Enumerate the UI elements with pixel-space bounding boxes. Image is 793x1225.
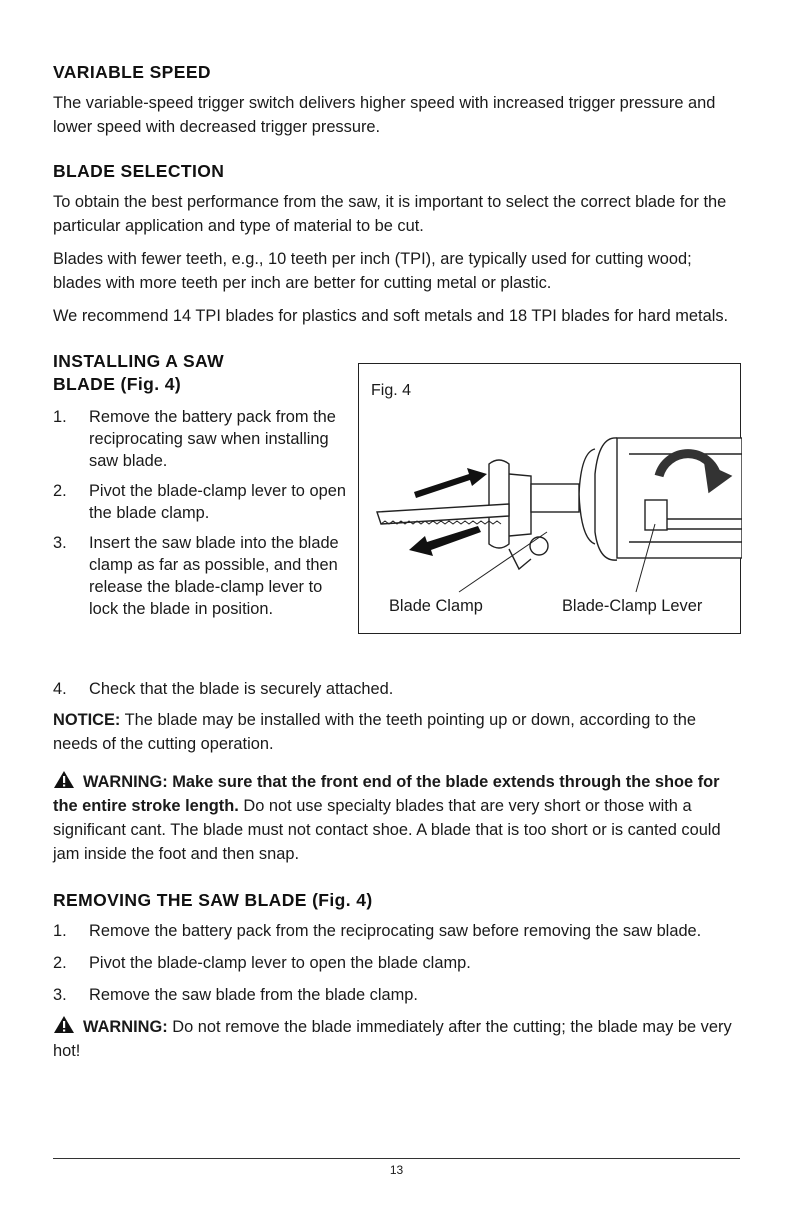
step-text: Insert the saw blade into the blade clamp as far as possible, and then release the blade-clamp lever to lock the blade in position. xyxy=(89,534,339,618)
step-number: 4. xyxy=(53,680,67,698)
saw-nose xyxy=(595,438,617,560)
variable-speed-section xyxy=(53,62,743,139)
installing-step-4 xyxy=(53,678,743,700)
variable-speed-heading: VARIABLE SPEED xyxy=(53,62,211,82)
notice-paragraph xyxy=(53,708,743,756)
step-text: Remove the battery pack from the reciprocating saw when installing saw blade. xyxy=(89,408,336,470)
footer-rule xyxy=(53,1158,740,1159)
blade-clamp-callout: Blade Clamp xyxy=(389,597,483,615)
step-number: 1. xyxy=(53,408,67,426)
installing-section xyxy=(53,350,743,672)
installing-heading xyxy=(53,350,353,396)
removing-steps xyxy=(53,919,743,1007)
step-number: 3. xyxy=(53,986,67,1004)
page-number: 13 xyxy=(389,1163,404,1177)
removing-heading: REMOVING THE SAW BLADE (Fig. 4) xyxy=(53,890,373,910)
installing-step xyxy=(53,480,353,524)
step-text: Pivot the blade-clamp lever to open the blade clamp. xyxy=(89,482,346,522)
blade-selection-paragraph-2: Blades with fewer teeth, e.g., 10 teeth per inch (TPI), are typically used for cutting wood; blades with more teeth per inch are better for cutting metal or plastic. xyxy=(53,250,692,292)
step-number: 2. xyxy=(53,954,67,972)
installing-step xyxy=(53,532,353,620)
installing-heading-line1: INSTALLING A SAW xyxy=(53,351,225,371)
step-number: 2. xyxy=(53,482,67,500)
blade-selection-paragraph-3: We recommend 14 TPI blades for plastics and soft metals and 18 TPI blades for hard metals. xyxy=(53,307,729,325)
installing-heading-line2: BLADE (Fig. 4) xyxy=(53,374,182,394)
blade-selection-section xyxy=(53,161,743,328)
install-warning-text: Do not use specialty blades that are very short or those with a significant cant. The blade must not contact shoe. A blade that is too short or is canted could jam inside the foot and then snap. xyxy=(53,797,721,863)
figure-4 xyxy=(358,363,741,634)
blade-clamp-lever-shape xyxy=(645,500,667,530)
step-text: Remove the battery pack from the reciprocating saw before removing the saw blade. xyxy=(89,922,702,940)
blade-selection-heading: BLADE SELECTION xyxy=(53,161,225,181)
install-warning-bold: WARNING: Make sure that the front end of the blade extends through the shoe for the entire stroke length. xyxy=(53,773,720,815)
notice-text: The blade may be installed with the teeth pointing up or down, according to the needs of the cutting operation. xyxy=(53,711,696,753)
installing-steps xyxy=(53,406,353,620)
shoe-guard xyxy=(579,449,595,544)
blade-selection-paragraph-1: To obtain the best performance from the saw, it is important to select the correct blade for the particular application and type of material to be cut. xyxy=(53,193,727,235)
remove-warning-text: Do not remove the blade immediately after the cutting; the blade may be very hot! xyxy=(53,1018,732,1060)
figure-label: Fig. 4 xyxy=(371,382,412,399)
manual-page xyxy=(53,62,743,1077)
variable-speed-text: The variable-speed trigger switch delivers higher speed with increased trigger pressure and lower speed with decreased trigger pressure. xyxy=(53,94,716,136)
step-number: 1. xyxy=(53,922,67,940)
saw-illustration xyxy=(359,364,742,635)
blade-clamp-lever-callout: Blade-Clamp Lever xyxy=(562,597,703,615)
insert-arrow-icon xyxy=(414,468,487,498)
blade-clamp-shape xyxy=(531,484,579,512)
step-text: Check that the blade is securely attached. xyxy=(89,680,394,698)
warning-triangle-icon xyxy=(53,1015,75,1034)
notice-label: NOTICE: xyxy=(53,711,121,729)
removing-step xyxy=(53,983,743,1007)
removing-step xyxy=(53,951,743,975)
remove-warning-label: WARNING: xyxy=(83,1018,168,1036)
remove-warning-paragraph xyxy=(53,1015,743,1063)
installing-left-column xyxy=(53,350,353,628)
step-number: 3. xyxy=(53,534,67,552)
installing-step xyxy=(53,406,353,472)
remove-arrow-icon xyxy=(409,526,481,556)
removing-step xyxy=(53,919,743,943)
install-warning-paragraph xyxy=(53,770,743,866)
removing-section xyxy=(53,890,743,1063)
step-text: Pivot the blade-clamp lever to open the blade clamp. xyxy=(89,954,471,972)
warning-triangle-icon xyxy=(53,770,75,789)
step-text: Remove the saw blade from the blade clamp. xyxy=(89,986,418,1004)
clamp-ring xyxy=(530,537,548,555)
